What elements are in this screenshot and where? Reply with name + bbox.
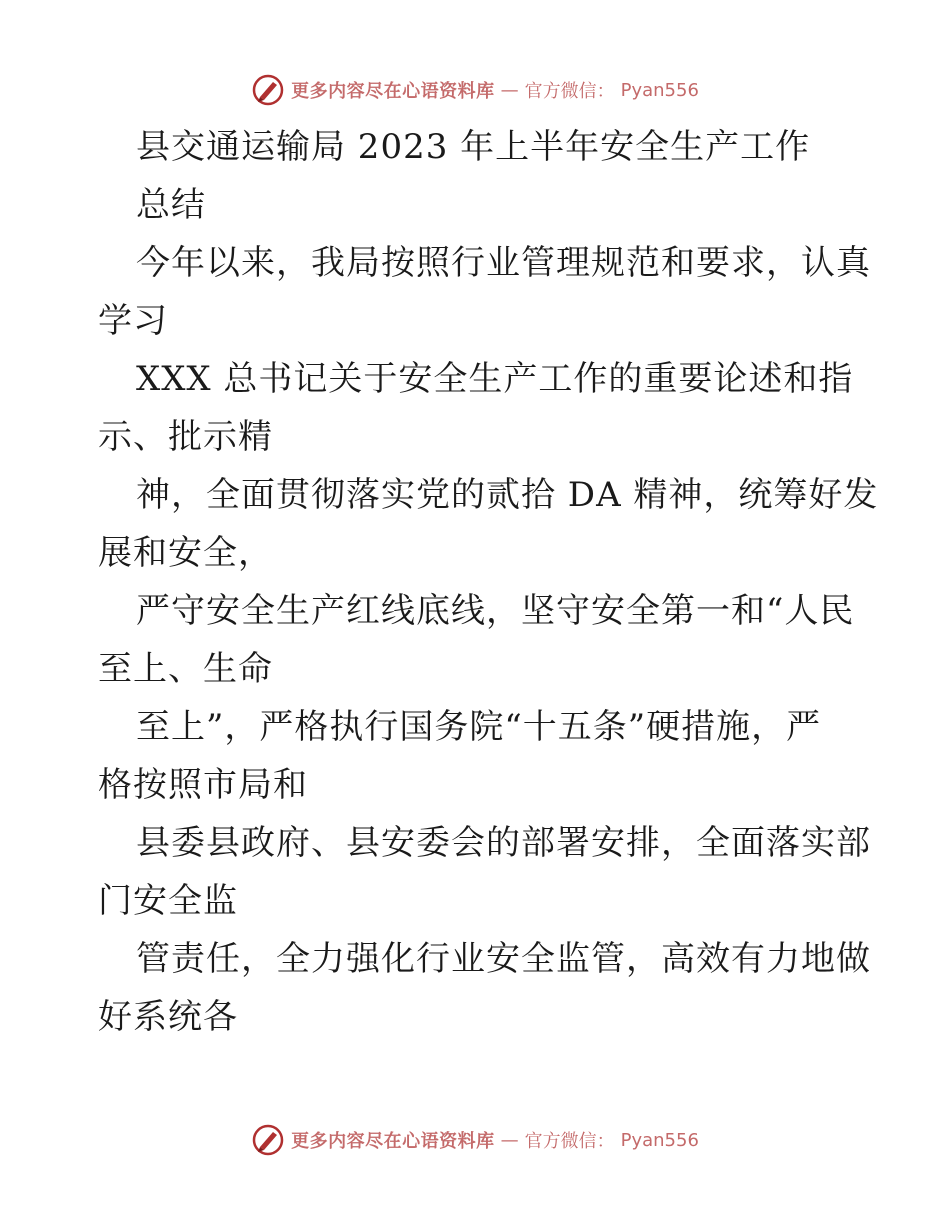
paragraph-line: 展和安全， <box>98 533 273 573</box>
watermark-wechat-label: 官方微信： <box>524 81 615 102</box>
footer-watermark <box>0 1120 950 1160</box>
paragraph-line: 县委县政府、县安委会的部署安排，全面落实部 <box>136 823 871 863</box>
paragraph-line: 至上、生命 <box>98 649 273 689</box>
paragraph-line: XXX 总书记关于安全生产工作的重要论述和指 <box>136 359 854 399</box>
header-watermark <box>0 70 950 110</box>
watermark-wechat-label: 官方微信： <box>524 1131 615 1152</box>
paragraph-line: 示、批示精 <box>98 417 273 457</box>
watermark-wechat-id: Pyan556 <box>620 1129 699 1151</box>
watermark-separator: — <box>500 79 519 101</box>
paragraph-line: 管责任，全力强化行业安全监管，高效有力地做 <box>136 939 871 979</box>
logo-icon <box>251 73 285 107</box>
paragraph-line: 好系统各 <box>98 997 238 1037</box>
watermark-wechat-id: Pyan556 <box>620 79 699 101</box>
paragraph-line: 学习 <box>98 301 168 341</box>
logo-icon <box>251 1123 285 1157</box>
paragraph-line: 格按照市局和 <box>98 765 308 805</box>
document-body <box>98 118 879 1046</box>
watermark-separator: — <box>500 1129 519 1151</box>
watermark-text: 更多内容尽在心语资料库 <box>291 81 495 102</box>
paragraph-line: 至上”，严格执行国务院“十五条”硬措施，严 <box>136 707 822 747</box>
watermark-text: 更多内容尽在心语资料库 <box>291 1131 495 1152</box>
paragraph-line: 门安全监 <box>98 881 238 921</box>
paragraph-line: 今年以来，我局按照行业管理规范和要求，认真 <box>136 243 871 283</box>
paragraph-line: 神，全面贯彻落实党的贰拾 DA 精神，统筹好发 <box>136 475 879 515</box>
doc-title-line-2: 总结 <box>136 185 206 225</box>
paragraph-line: 严守安全生产红线底线，坚守安全第一和“人民 <box>136 591 855 631</box>
doc-title-line-1: 县交通运输局 2023 年上半年安全生产工作 <box>136 127 811 167</box>
